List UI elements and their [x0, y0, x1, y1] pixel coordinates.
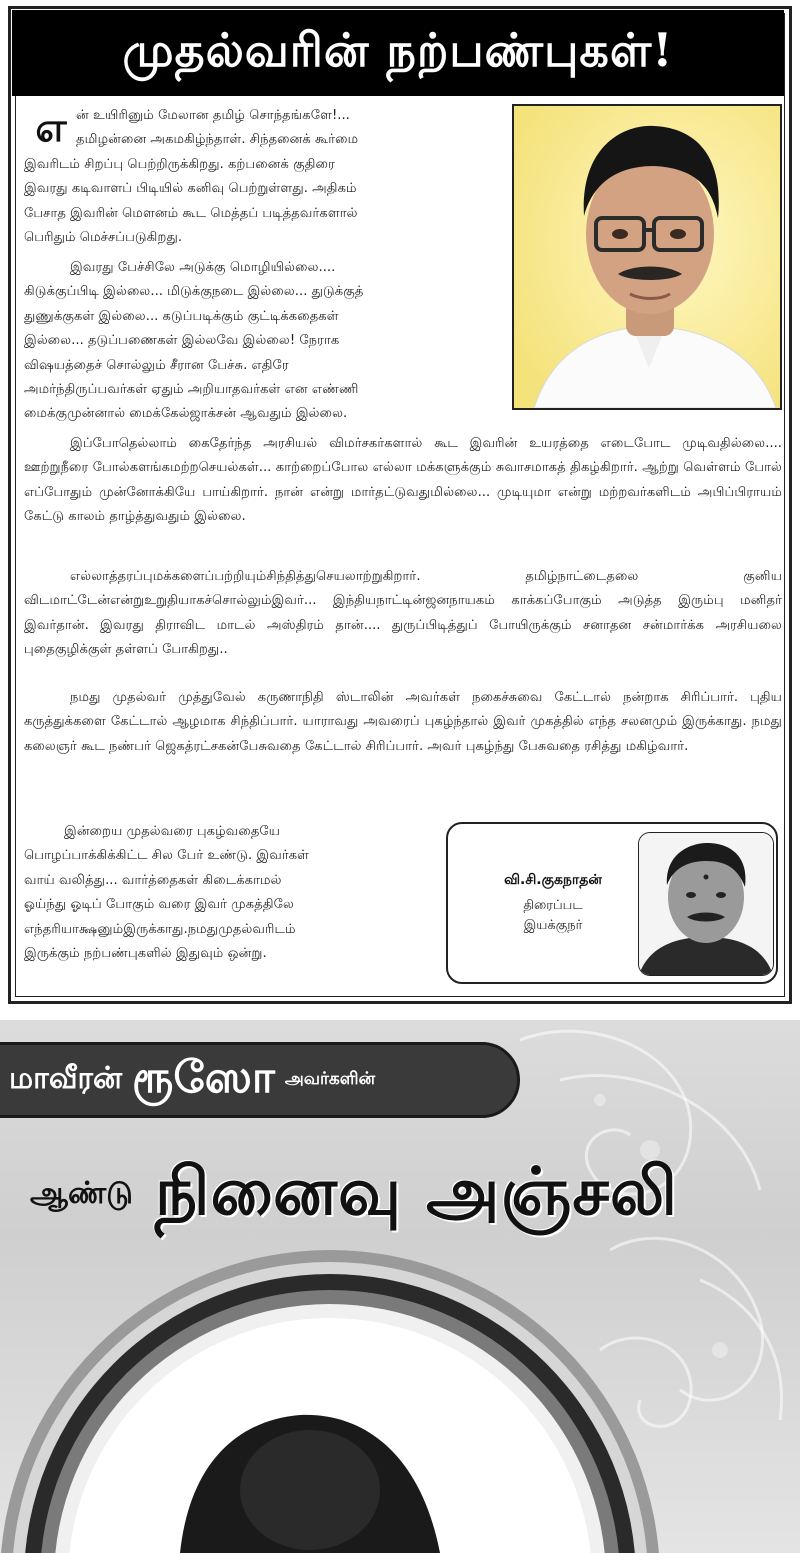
paragraph-1-line: இவரது கடிவாளப் பிடியில் கனிவு பெற்றுள்ளது. அதிகம் [24, 181, 357, 197]
memorial-advertisement [0, 1020, 800, 1553]
paragraph-3 [24, 432, 782, 530]
article-headline: முதல்வரின் நற்பண்புகள்! [122, 22, 674, 77]
banner-prefix: மாவீரன் [9, 1060, 123, 1096]
paragraph-6-line: பொழப்பாக்கிக்கிட்ட சில பேர் உண்டு. இவர்கள் [24, 848, 310, 864]
paragraph-6-line: ஓய்ந்து ஓடிப் போகும் வரை இவர் முகத்திலே [24, 897, 294, 913]
paragraph-2-line: துணுக்குகள் இல்லை... கடுப்படிக்கும் குட்டிக்கதைகள் [24, 308, 339, 324]
paragraph-2-line: மைக்குமுன்னால் மைக்கேல்ஜாக்சன் ஆவதும் இல்லை. [24, 406, 348, 422]
memorial-banner-text [9, 1045, 375, 1115]
author-role [458, 896, 648, 936]
paragraph-2-line: விஷயத்தைச் சொல்லும் சீரான பேச்சு. எதிரே [24, 357, 289, 373]
paragraph-5 [24, 686, 782, 759]
paragraph-2 [24, 256, 506, 427]
author-role-line-1: திரைப்பட [523, 898, 583, 913]
paragraph-6-line: இருக்கும் நற்பண்புகளில் இதுவும் ஒன்று. [24, 946, 267, 962]
paragraph-1-line: தமிழன்னை அகமகிழ்ந்தாள். சிந்தனைக் கூர்மை [76, 132, 359, 148]
paragraph-6-line: இன்றைய முதல்வரை புகழ்வதையே [64, 824, 281, 839]
memorial-banner [0, 1042, 520, 1118]
paragraph-6-line: வாய் வலித்து... வார்த்தைகள் கிடைக்காமல் [24, 872, 282, 888]
paragraph-4-text: எல்லாத்தரப்புமக்களைப்பற்றியும்சிந்தித்துசெயலாற்றுகிறார். தமிழ்நாட்டைதலை குனிய விடமாட்டேன்என்றுஉறுதியாகச்சொல்லும்இவர்... இந்தியநாட்டின்ஜனநாயகம் காக்கப்போகும் அடுத்த இரும்பு மனிதர் இவர்தான். இவரது திராவிட மாடல் அஸ்திரம் தான்.... துருப்பிடித்துப் போயிருக்கும் சனாதன சன்மார்க்க அரசியலை புதைகுழிக்குள் தள்ளப் போகிறது.. [24, 569, 782, 658]
paragraph-1-line: பெரிதும் மெச்சப்படுகிறது. [24, 230, 183, 246]
author-role-line-2: இயக்குநர் [523, 918, 583, 933]
year-word: ஆண்டு [30, 1175, 133, 1211]
paragraph-3-text: இப்போதெல்லாம் கைதேர்ந்த அரசியல் விமர்சகர்களால் கூட இவரின் உயரத்தை எடைபோட முடிவதில்லை.... ஊற்றுநீரை போல்களங்கமற்றசெயல்கள்... காற்றைப்போல எல்லா மக்களுக்கும் சுவாசமாகத் திகழ்கிறார். ஆற்று வெள்ளம் போல் எப்போதும் முன்னோக்கியே பாய்கிறார். நான் என்று மார்தட்டுவதுமில்லை... முடியுமா என்று மற்றவர்களிடம் அபிப்பிராயம் கேட்டு காலம் தாழ்த்துவதும் இல்லை. [24, 436, 782, 525]
memorial-title: நினைவு அஞ்சலி [154, 1151, 679, 1230]
author-box [446, 822, 778, 984]
chief-minister-portrait [512, 104, 782, 410]
author-name: வி.சி.குகநாதன் [504, 872, 602, 888]
paragraph-6 [24, 820, 436, 966]
paragraph-2-line: அமர்ந்திருப்பவர்கள் ஏதும் அறியாதவர்கள் என எண்ணி [24, 382, 359, 398]
paragraph-5-text: நமது முதல்வர் முத்துவேல் கருணாநிதி ஸ்டாலின் அவர்கள் நகைச்சுவை கேட்டால் நன்றாக சிரிப்பார். புதிய கருத்துக்களை கேட்டால் ஆழமாக சிந்திப்பார். யாராவது அவரைப் புகழ்ந்தால் இவர் முகத்தில் எந்த சலனமும் இருக்காது. நமது கலைஞர் கூட நண்பர் ஜெகத்ரட்சகன்பேசுவதை கேட்டால் சிரிப்பார். அவர் புகழ்ந்து பேசுவதை ரசித்து மகிழ்வார். [24, 690, 782, 754]
paragraph-2-line: கிடுக்குப்பிடி இல்லை... மிடுக்குநடை இல்லை... துடுக்குத் [24, 284, 364, 300]
portrait-illustration [514, 106, 780, 408]
paragraph-1-line: பேசாத இவரின் மௌனம் கூட மெத்தப் படித்தவர்களால் [24, 205, 358, 221]
paragraph-4 [24, 565, 782, 663]
author-portrait-illustration [639, 833, 773, 975]
paragraph-2-line: இவரது பேச்சிலே அடுக்கு மொழியில்லை.... [70, 260, 336, 275]
paragraph-1-line: ன் உயிரினும் மேலான தமிழ் சொந்தங்களே!... [76, 108, 350, 123]
paragraph-6-line: எந்தரியாக்ஷனும்இருக்காது.நமதுமுதல்வரிடம் [24, 921, 296, 937]
banner-name: ரூஸோ [132, 1051, 275, 1103]
headline-bar [12, 10, 784, 96]
banner-suffix: அவர்களின் [284, 1069, 376, 1089]
paragraph-2-line: இல்லை... தடுப்பணைகள் இல்லவே இல்லை! நேராக [24, 333, 340, 349]
memorial-title-row [30, 1140, 678, 1250]
paragraph-1-line: இவரிடம் சிறப்பு பெற்றிருக்கிறது. கற்பனைக் குதிரை [24, 156, 335, 172]
author-portrait [638, 832, 774, 976]
paragraph-1 [24, 104, 506, 250]
drop-cap: எ [35, 104, 67, 151]
